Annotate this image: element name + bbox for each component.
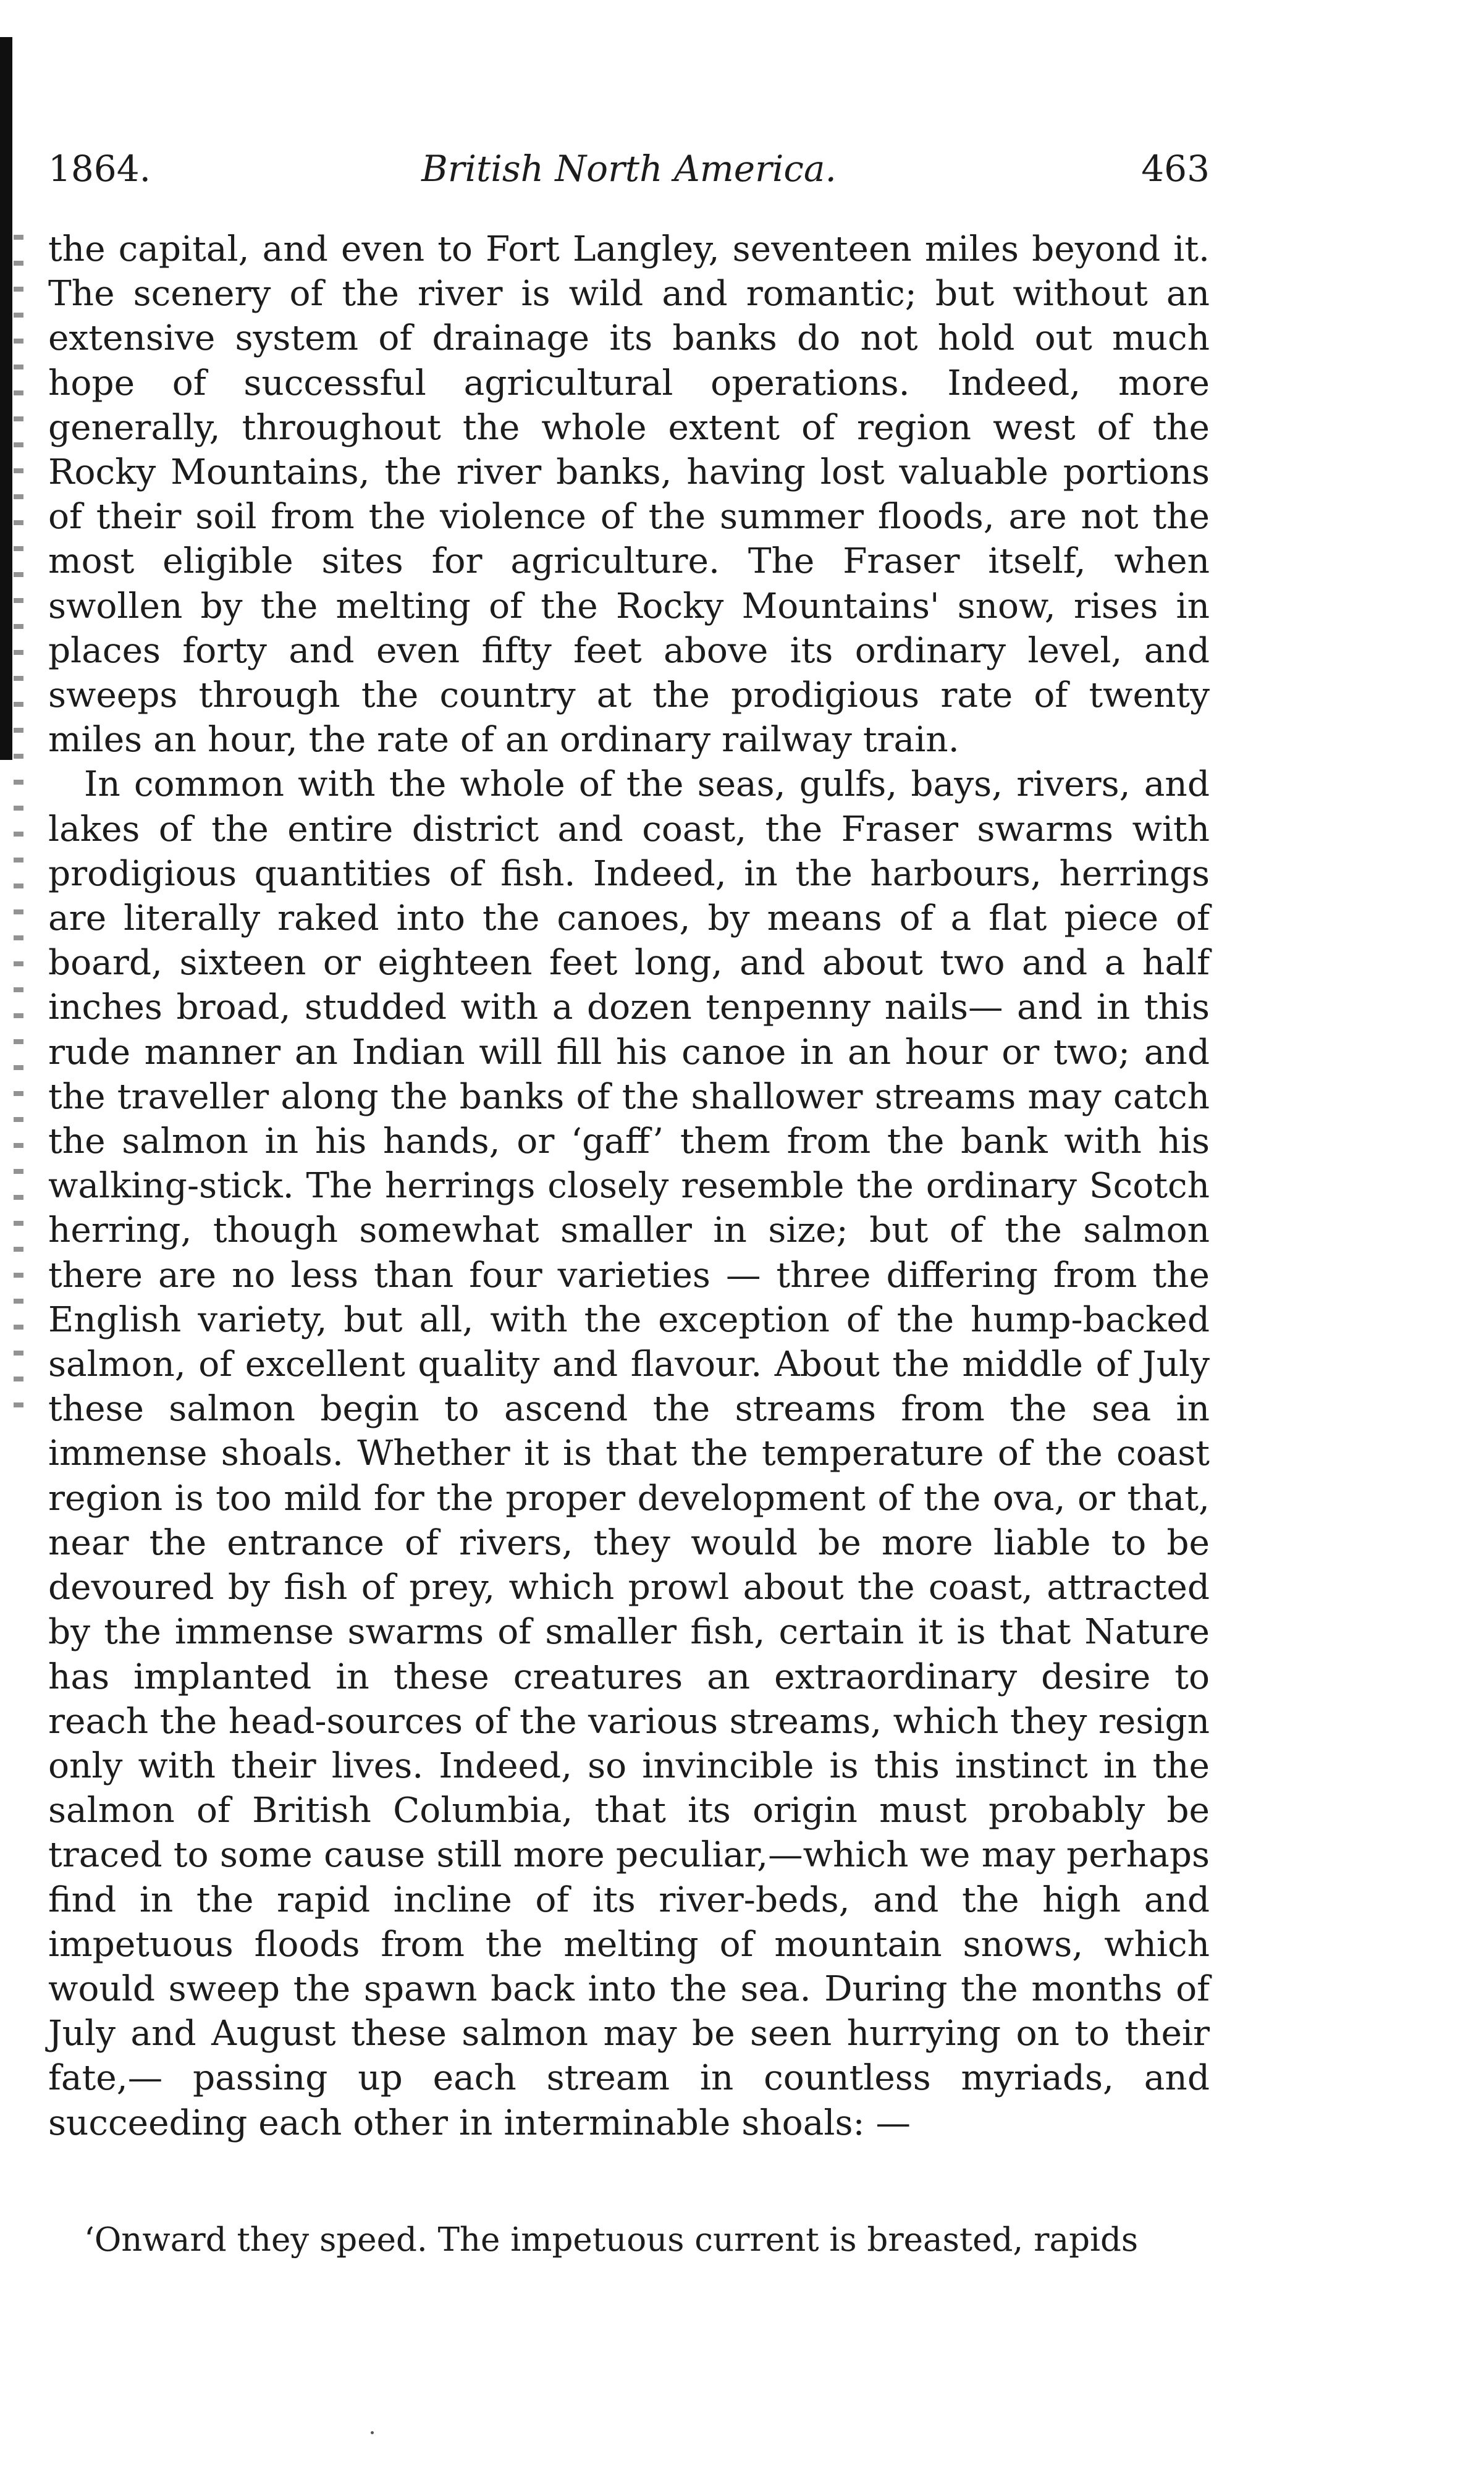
page-number: 463 <box>1141 148 1210 190</box>
binding-edge-shadow <box>0 37 12 760</box>
paragraph-salmon: In common with the whole of the seas, gulfs, bays, rivers, and lakes of the entire district and coast, the Fraser swarms with prodigious quantities of fish. Indeed, in the harbours, herrings are literally raked into the canoes, by means of a flat piece of board, sixteen or eighteen feet long, and about two and a half inches broad, studded with a dozen tenpenny nails— and in this rude manner an Indian will fill his canoe in an hour or two; and the traveller along the banks of the shallower streams may catch the salmon in his hands, or ‘gaff’ them from the bank with his walking-stick. The herrings closely resemble the ordinary Scotch herring, though somewhat smaller in size; but of the salmon there are no less than four varieties — three differing from the English variety, but all, with the exception of the hump-backed salmon, of excellent quality and flavour. About the middle of July these salmon begin to ascend the streams from the sea in immense shoals. Whether it is that the temperature of the coast region is too mild for the proper development of the ova, or that, near the entrance of rivers, they would be more liable to be devoured by fish of prey, which prowl about the coast, attracted by the immense swarms of smaller fish, certain it is that Nature has implanted in these creatures an extraordinary desire to reach the head-sources of the various streams, which they resign only with their lives. Indeed, so invincible is this instinct in the salmon of British Columbia, that its origin must probably be traced to some cause still more peculiar,—which we may perhaps find in the rapid incline of its river-beds, and the high and impetuous floods from the melting of mountain snows, which would sweep the spawn back into the sea. During the months of July and August these salmon may be seen hurrying on to their fate,— passing up each stream in countless myriads, and succeeding each other in interminable shoals: — <box>48 764 1210 2143</box>
binding-edge-marks <box>14 235 23 1409</box>
paper-speck <box>371 2431 374 2434</box>
body-text <box>48 227 1210 2146</box>
header-title: British North America. <box>421 148 837 190</box>
quotation-line: ‘Onward they speed. The impetuous current is breasted, rapids <box>84 2221 1139 2259</box>
header-year: 1864. <box>48 148 151 190</box>
paragraph-fraser-river: the capital, and even to Fort Langley, seventeen miles beyond it. The scenery of the river is wild and romantic; but without an extensive system of drainage its banks do not hold out much hope of successful agricultural operations. Indeed, more generally, throughout the whole extent of region west of the Rocky Mountains, the river banks, having lost valuable portions of their soil from the violence of the summer floods, are not the most eligible sites for agriculture. The Fraser itself, when swollen by the melting of the Rocky Mountains' snow, rises in places forty and even fifty feet above its ordinary level, and sweeps through the country at the prodigious rate of twenty miles an hour, the rate of an ordinary railway train. <box>48 229 1210 761</box>
running-header <box>48 141 1210 196</box>
